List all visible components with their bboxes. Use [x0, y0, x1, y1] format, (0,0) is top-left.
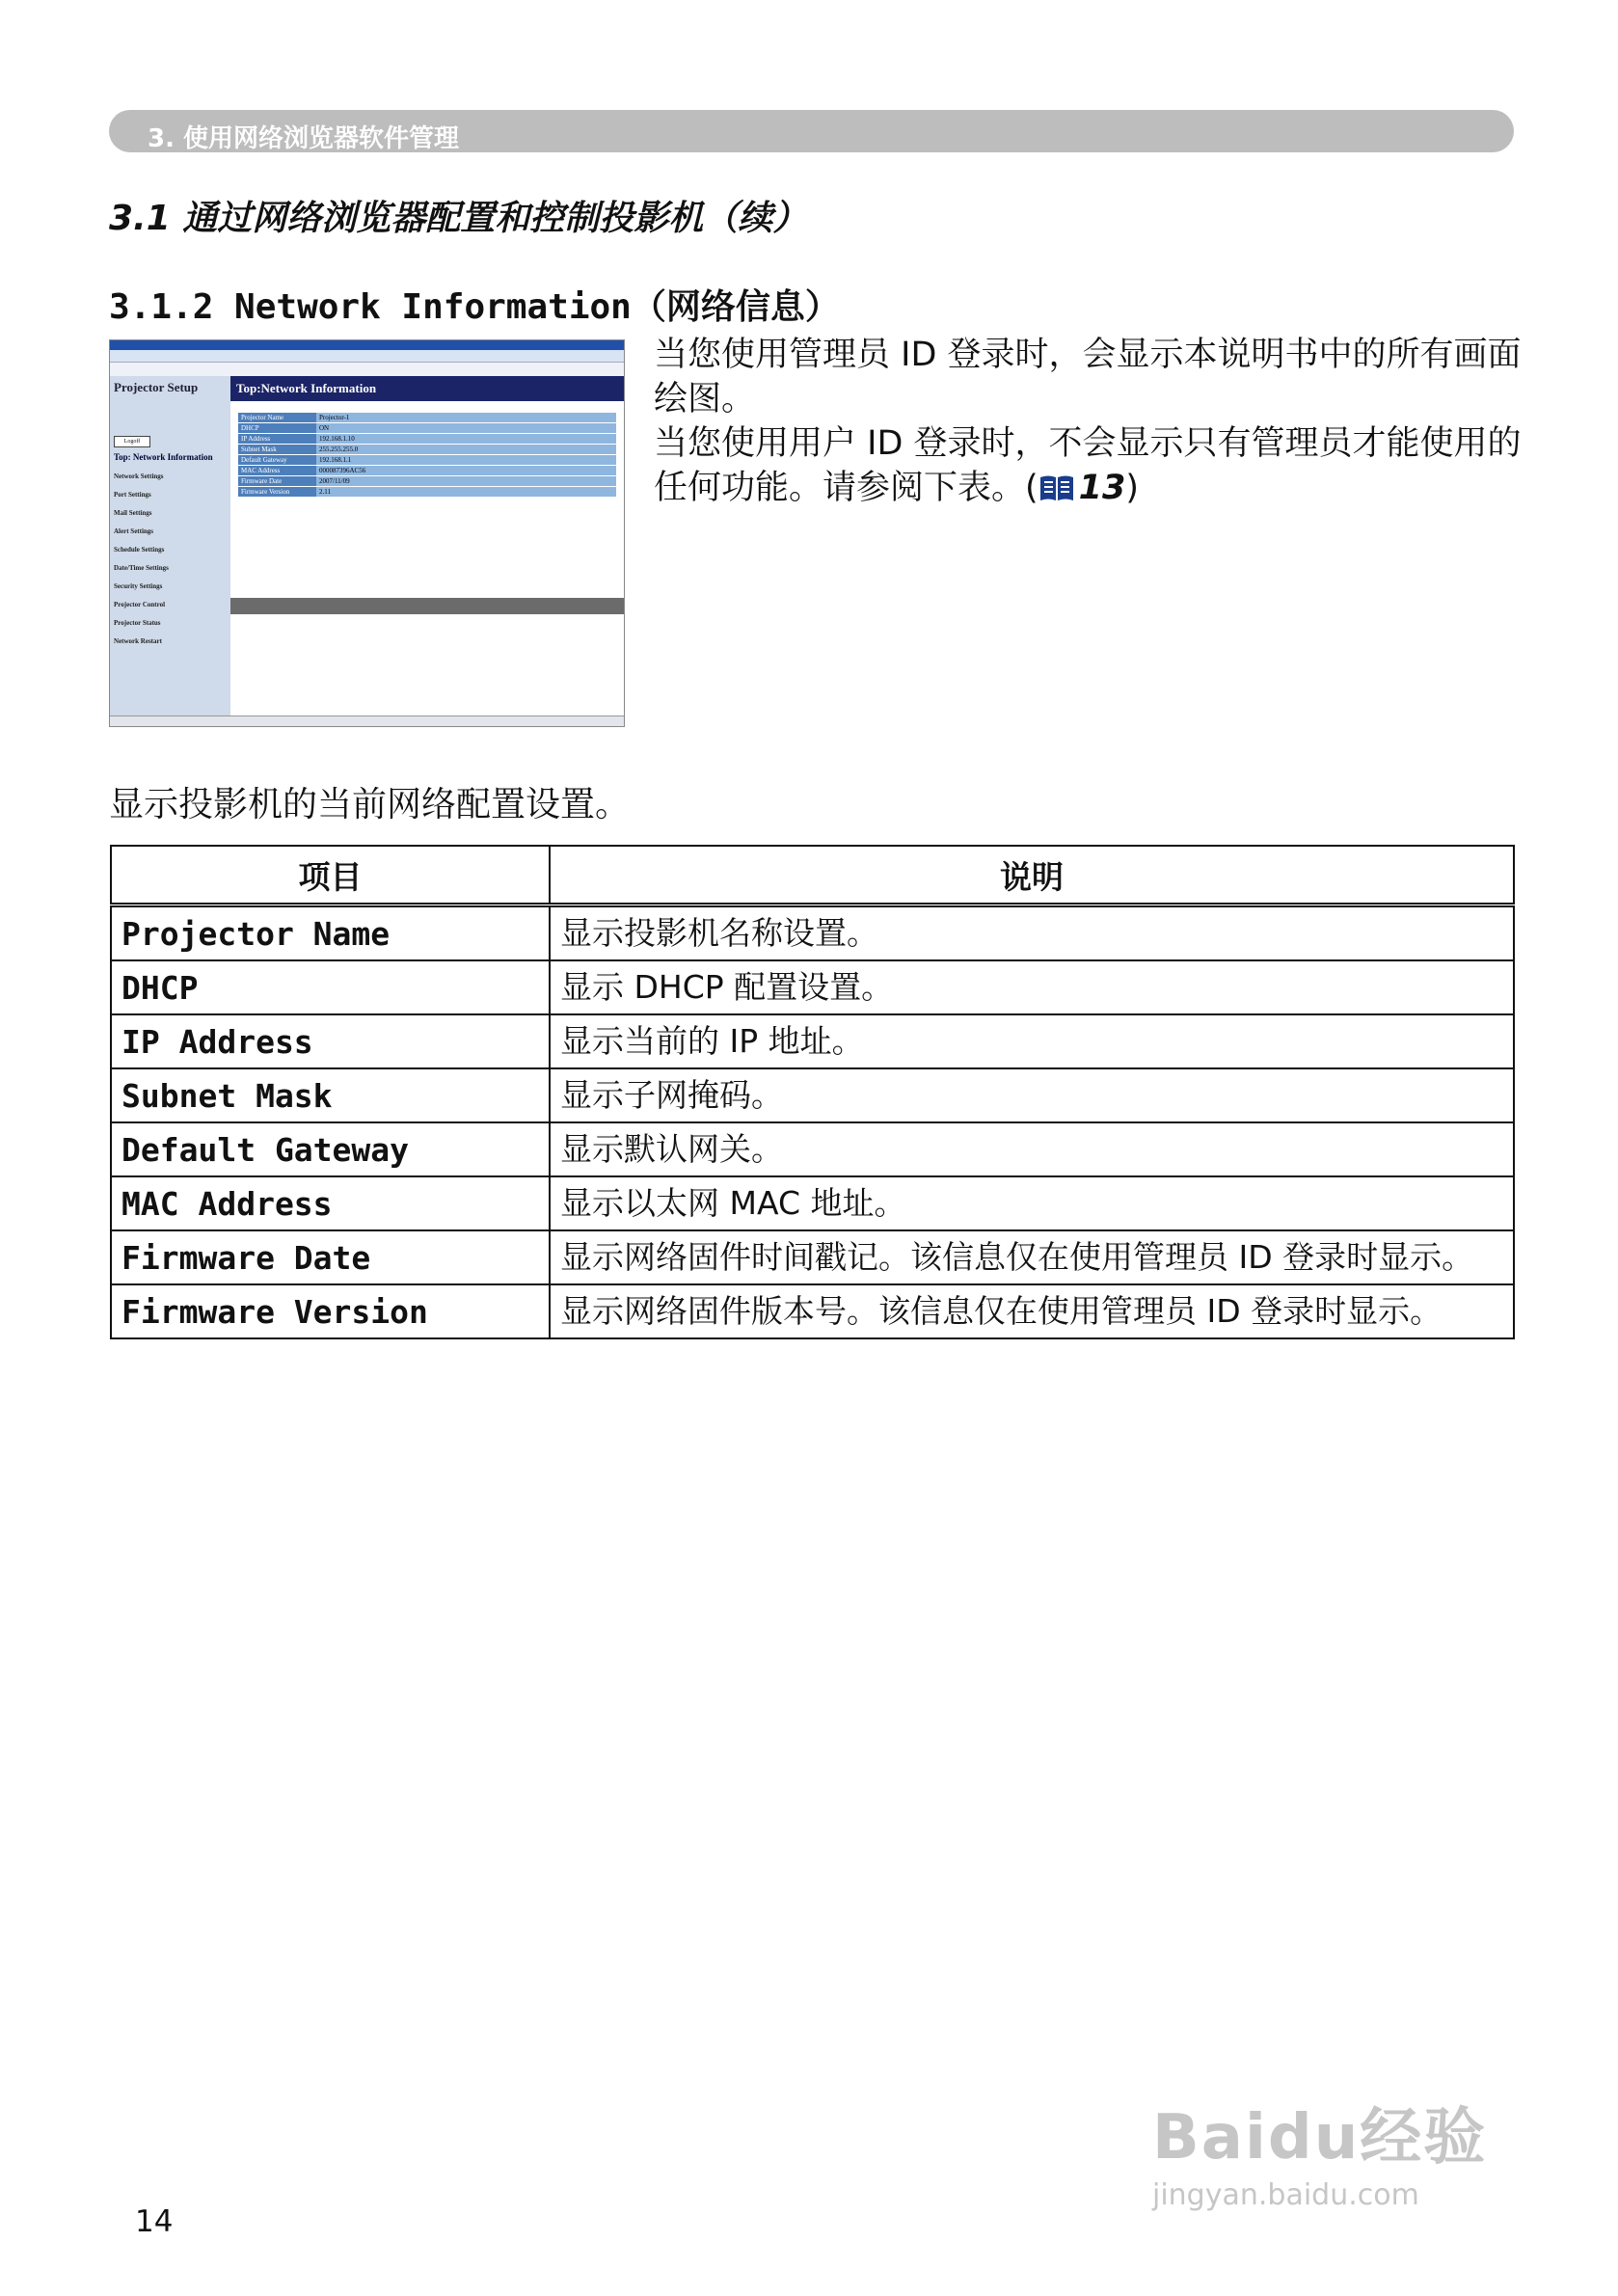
- table-row: [111, 960, 1514, 1014]
- table-row: [111, 1230, 1514, 1284]
- screenshot-side-item: Projector Control: [114, 601, 166, 608]
- screenshot-info-key: Default Gateway: [238, 455, 316, 466]
- screenshot-info-row: [238, 466, 616, 476]
- watermark-url: jingyan.baidu.com: [1152, 2178, 1419, 2212]
- intro-line-1: 当您使用管理员 ID 登录时，会显示本说明书中的所有画面绘图。: [654, 336, 1522, 419]
- screenshot-side-item: Projector Status: [114, 619, 161, 627]
- screenshot-info-key: DHCP: [238, 423, 316, 434]
- table-cell-item: IP Address: [111, 1014, 550, 1068]
- screenshot-sidebar: [110, 376, 230, 716]
- intro-text: [654, 333, 1522, 510]
- column-header-item: 项目: [111, 846, 550, 905]
- screenshot-side-item: Alert Settings: [114, 527, 154, 535]
- screenshot-info-row: [238, 487, 616, 498]
- screenshot-info-key: Firmware Date: [238, 476, 316, 487]
- screenshot-info-key: IP Address: [238, 434, 316, 445]
- table-row: [111, 1014, 1514, 1068]
- browser-titlebar: [110, 340, 624, 350]
- table-cell-description: 显示以太网 MAC 地址。: [550, 1176, 1514, 1230]
- screenshot-info-value: 2007/11/09: [316, 476, 616, 487]
- network-information-screenshot: [109, 339, 625, 727]
- screenshot-main-title: Top:Network Information: [230, 376, 624, 401]
- screenshot-info-value: 2.11: [316, 487, 616, 498]
- screenshot-info-key: MAC Address: [238, 466, 316, 476]
- screenshot-side-item: Network Settings: [114, 473, 164, 480]
- screenshot-info-value: 192.168.1.1: [316, 455, 616, 466]
- screenshot-info-row: [238, 434, 616, 445]
- browser-toolbar: [110, 363, 624, 377]
- screenshot-info-row: [238, 423, 616, 434]
- screenshot-logo: Projector Setup: [114, 380, 199, 394]
- screenshot-info-key: Subnet Mask: [238, 445, 316, 455]
- table-row: [111, 1122, 1514, 1176]
- table-cell-item: Firmware Version: [111, 1284, 550, 1338]
- screenshot-side-item: Date/Time Settings: [114, 564, 169, 572]
- screenshot-info-value: 255.255.255.0: [316, 445, 616, 455]
- screenshot-info-value: ON: [316, 423, 616, 434]
- baidu-watermark: [1152, 2088, 1487, 2212]
- table-row: [111, 905, 1514, 961]
- book-reference-icon: [1038, 473, 1075, 502]
- table-cell-item: MAC Address: [111, 1176, 550, 1230]
- screenshot-info-key: Projector Name: [238, 413, 316, 423]
- table-row: [111, 1068, 1514, 1122]
- page-reference[interactable]: 13: [1078, 469, 1126, 507]
- watermark-brand: Baidu经验: [1152, 2102, 1488, 2174]
- chapter-title: 3. 使用网络浏览器软件管理: [148, 124, 460, 153]
- items-table-body: [111, 905, 1514, 1339]
- browser-status-bar: [110, 716, 624, 726]
- screenshot-main: [230, 376, 624, 716]
- screenshot-side-current: Top: Network Information: [114, 452, 213, 462]
- table-cell-description: 显示默认网关。: [550, 1122, 1514, 1176]
- intro-line-2: [654, 421, 1522, 510]
- intro-close-paren: ): [1125, 469, 1140, 507]
- screenshot-gray-bar: [230, 598, 624, 614]
- table-cell-item: Default Gateway: [111, 1122, 550, 1176]
- browser-address-bar: [110, 350, 624, 363]
- screenshot-info-key: Firmware Version: [238, 487, 316, 498]
- screenshot-logoff-button: Logoff: [114, 436, 150, 447]
- table-cell-description: 显示网络固件版本号。该信息仅在使用管理员 ID 登录时显示。: [550, 1284, 1514, 1338]
- screenshot-side-item: Mail Settings: [114, 509, 152, 517]
- screenshot-info-row: [238, 445, 616, 455]
- table-cell-item: Subnet Mask: [111, 1068, 550, 1122]
- screenshot-side-menu: [110, 468, 230, 651]
- intro-line-2-text: 当您使用用户 ID 登录时，不会显示只有管理员才能使用的任何功能。请参阅下表。(: [654, 424, 1522, 507]
- table-cell-item: Projector Name: [111, 905, 550, 961]
- subsection-title: 3.1.2 Network Information（网络信息）: [109, 287, 840, 327]
- screenshot-side-item: Network Restart: [114, 637, 162, 645]
- table-cell-description: 显示投影机名称设置。: [550, 905, 1514, 961]
- table-cell-description: 显示当前的 IP 地址。: [550, 1014, 1514, 1068]
- screenshot-info-table: [238, 413, 616, 498]
- items-table: [110, 845, 1515, 1339]
- table-cell-item: Firmware Date: [111, 1230, 550, 1284]
- screenshot-info-row: [238, 413, 616, 423]
- screenshot-info-row: [238, 476, 616, 487]
- section-title: 3.1 通过网络浏览器配置和控制投影机（续）: [109, 199, 808, 238]
- table-row: [111, 1284, 1514, 1338]
- screenshot-side-item: Port Settings: [114, 491, 151, 499]
- table-cell-item: DHCP: [111, 960, 550, 1014]
- screenshot-info-row: [238, 455, 616, 466]
- chapter-header-bar: [109, 110, 1514, 152]
- table-row: [111, 1176, 1514, 1230]
- column-header-description: 说明: [550, 846, 1514, 905]
- screenshot-side-item: Schedule Settings: [114, 546, 165, 554]
- table-cell-description: 显示网络固件时间戳记。该信息仅在使用管理员 ID 登录时显示。: [550, 1230, 1514, 1284]
- screenshot-info-value: 000087396AC56: [316, 466, 616, 476]
- table-cell-description: 显示子网掩码。: [550, 1068, 1514, 1122]
- screenshot-info-value: 192.168.1.10: [316, 434, 616, 445]
- page-number: 14: [135, 2204, 174, 2239]
- screenshot-side-item: Security Settings: [114, 582, 163, 590]
- screenshot-info-value: Projector-1: [316, 413, 616, 423]
- table-caption: 显示投影机的当前网络配置设置。: [109, 785, 631, 824]
- table-cell-description: 显示 DHCP 配置设置。: [550, 960, 1514, 1014]
